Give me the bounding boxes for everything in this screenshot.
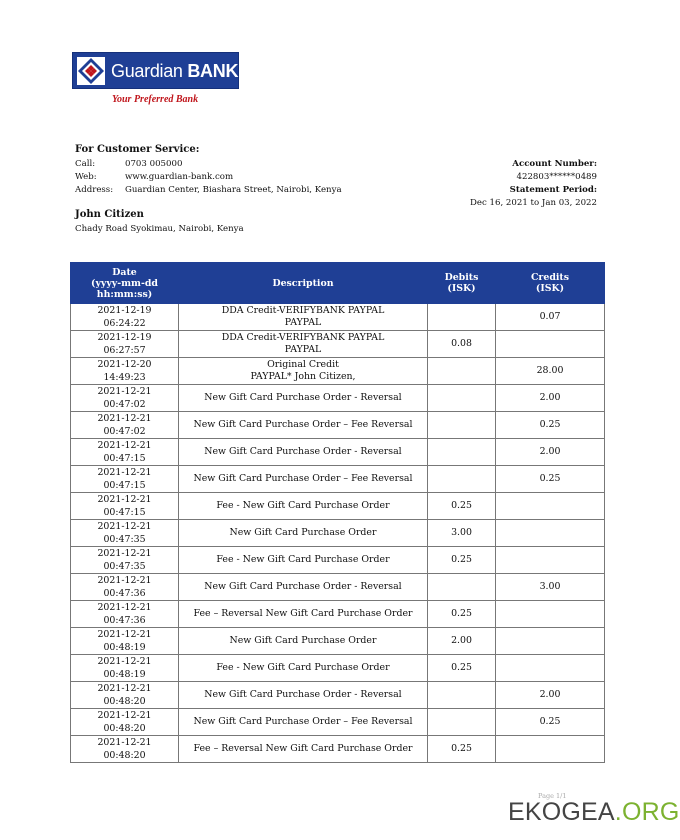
cell-debit [428, 574, 496, 601]
cell-description-line: Fee - New Gift Card Purchase Order [216, 500, 390, 511]
cell-date [71, 412, 179, 439]
table-row [71, 304, 605, 331]
cell-description-line: New Gift Card Purchase Order – Fee Reversal [193, 716, 413, 727]
table-row [71, 385, 605, 412]
table-row [71, 547, 605, 574]
call-label: Call: [75, 159, 96, 169]
cell-debit: 0.25 [428, 547, 496, 574]
cell-date-time: 00:47:15 [103, 507, 146, 518]
statement-period-value: Dec 16, 2021 to Jan 03, 2022 [470, 198, 597, 208]
cell-date-day: 2021-12-21 [97, 737, 152, 748]
cell-debit [428, 358, 496, 385]
transactions-table [70, 262, 605, 763]
cell-description [179, 331, 428, 358]
table-row [71, 520, 605, 547]
cell-date [71, 655, 179, 682]
table-header-row [71, 263, 605, 304]
cell-debit: 0.25 [428, 493, 496, 520]
cell-date-day: 2021-12-19 [97, 332, 152, 343]
cell-date-time: 00:47:02 [103, 399, 146, 410]
cell-description [179, 466, 428, 493]
cell-description [179, 628, 428, 655]
cell-credit [496, 493, 605, 520]
cell-description-line: Original Credit [267, 359, 339, 370]
cell-description-line: PAYPAL [284, 344, 322, 355]
cell-date-day: 2021-12-21 [97, 710, 152, 721]
cell-description [179, 574, 428, 601]
address-value: Guardian Center, Biashara Street, Nairobi, Kenya [125, 185, 342, 195]
cell-credit: 0.25 [496, 709, 605, 736]
table-row [71, 466, 605, 493]
cell-date-day: 2021-12-21 [97, 521, 152, 532]
cell-date [71, 331, 179, 358]
header-debits [428, 263, 496, 304]
bank-name-bold: BANK [187, 61, 239, 81]
header-credits-line: Credits [530, 272, 570, 283]
cell-credit [496, 547, 605, 574]
cell-date-time: 00:48:20 [103, 750, 146, 761]
cell-credit [496, 520, 605, 547]
cell-description [179, 358, 428, 385]
cell-date [71, 736, 179, 763]
cell-credit: 2.00 [496, 385, 605, 412]
cell-date-day: 2021-12-21 [97, 467, 152, 478]
cell-credit [496, 601, 605, 628]
table-row [71, 601, 605, 628]
cell-date-time: 06:27:57 [103, 345, 146, 356]
web-value: www.guardian-bank.com [125, 172, 234, 182]
table-row [71, 682, 605, 709]
web-label: Web: [75, 172, 97, 182]
cell-credit [496, 628, 605, 655]
cell-date-time: 00:47:36 [103, 615, 146, 626]
cell-date [71, 493, 179, 520]
cell-credit: 3.00 [496, 574, 605, 601]
cell-date [71, 628, 179, 655]
table-row [71, 412, 605, 439]
cell-description-line: New Gift Card Purchase Order – Fee Reversal [193, 473, 413, 484]
cell-date-time: 14:49:23 [103, 372, 146, 383]
cell-date-day: 2021-12-21 [97, 683, 152, 694]
watermark-accent: .ORG [614, 798, 680, 826]
account-number-label: Account Number: [512, 159, 597, 169]
header-debits-line: Debits [444, 272, 479, 283]
cell-date [71, 358, 179, 385]
cell-debit [428, 439, 496, 466]
cell-date-time: 00:47:15 [103, 480, 146, 491]
cell-debit [428, 682, 496, 709]
cell-description [179, 493, 428, 520]
cell-description [179, 709, 428, 736]
table-row [71, 655, 605, 682]
cell-description [179, 412, 428, 439]
cell-date-time: 00:48:19 [103, 669, 146, 680]
cell-description-line: New Gift Card Purchase Order - Reversal [204, 581, 402, 592]
cell-debit [428, 385, 496, 412]
cell-credit: 2.00 [496, 682, 605, 709]
cell-debit [428, 304, 496, 331]
cell-description-line: Fee - New Gift Card Purchase Order [216, 662, 390, 673]
cell-date-time: 00:48:20 [103, 723, 146, 734]
cell-description [179, 655, 428, 682]
address-label: Address: [75, 185, 114, 195]
cell-date-time: 00:47:02 [103, 426, 146, 437]
statement-period-label: Statement Period: [509, 185, 597, 195]
customer-name: John Citizen [75, 209, 144, 220]
bank-emblem-icon [77, 57, 105, 85]
header-date-line: hh:mm:ss) [96, 288, 153, 300]
watermark [508, 798, 680, 827]
contact-web [75, 172, 233, 182]
table-row [71, 628, 605, 655]
cell-date-time: 00:47:15 [103, 453, 146, 464]
cell-debit: 0.25 [428, 655, 496, 682]
cell-description [179, 385, 428, 412]
cell-date-day: 2021-12-19 [97, 305, 152, 316]
cell-description-line: New Gift Card Purchase Order - Reversal [204, 689, 402, 700]
cell-date-day: 2021-12-21 [97, 494, 152, 505]
cell-date-time: 00:47:35 [103, 561, 146, 572]
cell-description [179, 304, 428, 331]
cell-credit: 0.25 [496, 412, 605, 439]
cell-date [71, 304, 179, 331]
cell-debit: 0.25 [428, 736, 496, 763]
cell-description [179, 682, 428, 709]
cell-date-day: 2021-12-21 [97, 602, 152, 613]
cell-date-time: 00:48:20 [103, 696, 146, 707]
cell-date-day: 2021-12-21 [97, 548, 152, 559]
cell-description-line: PAYPAL* John Citizen, [250, 371, 356, 382]
cell-description-line: PAYPAL [284, 317, 322, 328]
cell-credit: 0.07 [496, 304, 605, 331]
cell-debit: 3.00 [428, 520, 496, 547]
cell-credit: 0.25 [496, 466, 605, 493]
cell-description [179, 439, 428, 466]
cell-description [179, 736, 428, 763]
cell-description-line: Fee – Reversal New Gift Card Purchase Order [193, 743, 413, 754]
cell-debit [428, 412, 496, 439]
header-credits-line: (ISK) [535, 283, 565, 294]
cell-date [71, 385, 179, 412]
cell-description [179, 601, 428, 628]
cell-debit: 0.25 [428, 601, 496, 628]
header-date-line: Date [112, 266, 137, 278]
cell-date [71, 709, 179, 736]
table-row [71, 709, 605, 736]
cell-debit: 2.00 [428, 628, 496, 655]
cell-date [71, 682, 179, 709]
header-date [71, 263, 179, 304]
cell-debit [428, 466, 496, 493]
cell-date-time: 00:48:19 [103, 642, 146, 653]
cell-date [71, 520, 179, 547]
cell-debit: 0.08 [428, 331, 496, 358]
cell-credit: 28.00 [496, 358, 605, 385]
cell-description-line: New Gift Card Purchase Order [229, 527, 377, 538]
cell-description-line: DDA Credit-VERIFYBANK PAYPAL [221, 305, 385, 316]
bank-name-regular: Guardian [111, 61, 183, 81]
cell-date [71, 574, 179, 601]
cell-credit [496, 655, 605, 682]
cell-date-time: 00:47:36 [103, 588, 146, 599]
table-row [71, 331, 605, 358]
cell-credit [496, 736, 605, 763]
cell-description-line: Fee - New Gift Card Purchase Order [216, 554, 390, 565]
cell-description-line: New Gift Card Purchase Order - Reversal [204, 392, 402, 403]
cell-date [71, 466, 179, 493]
customer-address: Chady Road Syokimau, Nairobi, Kenya [75, 224, 244, 234]
header-description: Description [179, 263, 428, 304]
cell-debit [428, 709, 496, 736]
cell-date-day: 2021-12-21 [97, 440, 152, 451]
watermark-main: EKOGEA [508, 798, 615, 826]
table-row [71, 439, 605, 466]
cell-date [71, 601, 179, 628]
cell-description-line: DDA Credit-VERIFYBANK PAYPAL [221, 332, 385, 343]
cell-date-time: 06:24:22 [103, 318, 146, 329]
cell-date-day: 2021-12-21 [97, 575, 152, 586]
table-row [71, 358, 605, 385]
cell-description-line: New Gift Card Purchase Order [229, 635, 377, 646]
contact-call [75, 159, 182, 169]
cell-date-day: 2021-12-21 [97, 656, 152, 667]
cell-date [71, 439, 179, 466]
cell-date-time: 00:47:35 [103, 534, 146, 545]
call-value: 0703 005000 [125, 159, 183, 169]
header-credits [496, 263, 605, 304]
table-row [71, 574, 605, 601]
cell-date-day: 2021-12-20 [97, 359, 152, 370]
bank-logo-text [111, 60, 238, 82]
cell-credit: 2.00 [496, 439, 605, 466]
cell-credit [496, 331, 605, 358]
cell-description [179, 520, 428, 547]
bank-tagline: Your Preferred Bank [112, 94, 199, 105]
cell-description-line: New Gift Card Purchase Order – Fee Reversal [193, 419, 413, 430]
table-row [71, 736, 605, 763]
cell-date-day: 2021-12-21 [97, 629, 152, 640]
header-debits-line: (ISK) [447, 283, 476, 294]
cell-date-day: 2021-12-21 [97, 386, 152, 397]
page-number: Page 1/1 [538, 792, 567, 800]
cell-date [71, 547, 179, 574]
cell-description [179, 547, 428, 574]
account-number-value: 422803******0489 [516, 172, 597, 182]
bank-logo [72, 52, 239, 89]
cell-description-line: Fee – Reversal New Gift Card Purchase Order [193, 608, 413, 619]
header-date-line: (yyyy-mm-dd [91, 277, 158, 289]
cell-description-line: New Gift Card Purchase Order - Reversal [204, 446, 402, 457]
table-row [71, 493, 605, 520]
contact-address [75, 185, 342, 195]
customer-service-title: For Customer Service: [75, 144, 200, 155]
cell-date-day: 2021-12-21 [97, 413, 152, 424]
